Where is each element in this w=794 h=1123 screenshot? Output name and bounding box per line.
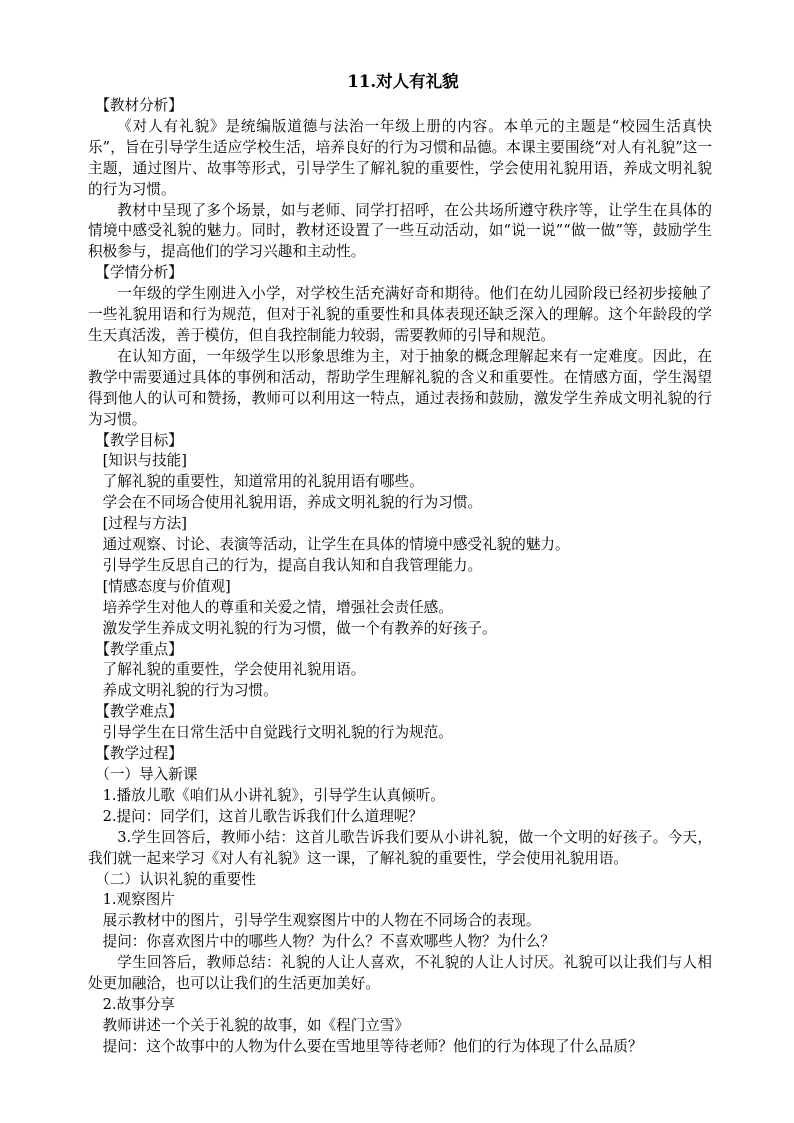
key-points-heading: 【教学重点】: [95, 640, 183, 658]
analysis-paragraph-2: 教材中呈现了多个场景，如与老师、同学打招呼，在公共场所遵守秩序等，让学生在具体的情境中感受礼貌的魅力。同时，教材还设置了一些互动活动，如“说一说”“做一做”等，鼓励学生积极参与，提高他们的学习兴趣和主动性。: [88, 201, 712, 261]
analysis-heading: 【教材分析】: [95, 97, 183, 114]
learner-paragraph-2: 在认知方面，一年级学生以形象思维为主，对于抽象的概念理解起来有一定难度。因此，在教学中需要通过具体的事例和活动，帮助学生理解礼貌的含义和重要性。在情感方面，学生渴望得到他人的认可和赞扬，教师可以利用这一特点，通过表扬和鼓励，激发学生养成文明礼貌的行为习惯。: [88, 347, 712, 428]
step1-heading: （一）导入新课: [95, 766, 198, 783]
key-point-1: 了解礼貌的重要性，学会使用礼貌用语。: [102, 661, 366, 679]
step2-1-label: 1.观察图片: [102, 891, 175, 909]
step2-1-b: 提问：你喜欢图片中的哪些人物？为什么？不喜欢哪些人物？为什么？: [102, 933, 556, 951]
step1-item-1: 1.播放儿歌《咱们从小讲礼貌》，引导学生认真倾听。: [102, 786, 445, 804]
goals-knowledge-1: 了解礼貌的重要性，知道常用的礼貌用语有哪些。: [102, 473, 424, 491]
step2-2-b: 提问：这个故事中的人物为什么要在雪地里等待老师？他们的行为体现了什么品质？: [102, 1037, 643, 1055]
page-title: 11.对人有礼貌: [347, 72, 459, 91]
difficulty-1: 引导学生在日常生活中自觉践行文明礼貌的行为规范。: [102, 724, 453, 742]
difficulty-heading: 【教学难点】: [95, 703, 183, 721]
key-point-2: 养成文明礼貌的行为习惯。: [102, 682, 278, 700]
learner-paragraph-1: 一年级的学生刚进入小学，对学校生活充满好奇和期待。他们在幼儿园阶段已经初步接触了一些礼貌用语和行为规范，但对于礼貌的重要性和具体表现还缺乏深入的理解。这个年龄段的学生天真活泼，善于模仿，但自我控制能力较弱，需要教师的引导和规范。: [88, 285, 712, 344]
goals-process-2: 引导学生反思自己的行为，提高自我认知和自我管理能力。: [102, 556, 483, 574]
step2-1-a: 展示教材中的图片，引导学生观察图片中的人物在不同场合的表现。: [102, 912, 541, 930]
goals-emotion-label: [情感态度与价值观]: [102, 577, 231, 595]
goals-emotion-2: 激发学生养成文明礼貌的行为习惯，做一个有教养的好孩子。: [102, 619, 497, 637]
process-heading: 【教学过程】: [95, 745, 183, 763]
step2-1-c: 学生回答后，教师总结：礼貌的人让人喜欢，不礼貌的人让人讨厌。礼貌可以让我们与人相处更加融洽，也可以让我们的生活更加美好。: [88, 954, 712, 993]
document-page: [88, 68, 712, 1058]
step1-item-2: 2.提问：同学们，这首儿歌告诉我们什么道理呢？: [102, 807, 423, 825]
goals-knowledge-2: 学会在不同场合使用礼貌用语，养成文明礼貌的行为习惯。: [102, 494, 483, 512]
step2-heading: （二）认识礼貌的重要性: [95, 870, 256, 888]
goals-knowledge-label: [知识与技能]: [102, 452, 187, 470]
goals-heading: 【教学目标】: [95, 431, 183, 449]
step2-2-label: 2.故事分享: [102, 995, 175, 1013]
analysis-paragraph-1: 《对人有礼貌》是统编版道德与法治一年级上册的内容。本单元的主题是“校园生活真快乐”，旨在引导学生适应学校生活，培养良好的行为习惯和品德。本课主要围绕“对人有礼貌”这一主题，通过图片、故事等形式，引导学生了解礼貌的重要性，学会使用礼貌用语，养成文明礼貌的行为习惯。: [88, 117, 712, 198]
goals-process-1: 通过观察、讨论、表演等活动，让学生在具体的情境中感受礼貌的魅力。: [102, 536, 570, 554]
step1-item-3: 3.学生回答后，教师小结：这首儿歌告诉我们要从小讲礼貌，做一个文明的好孩子。今天，我们就一起来学习《对人有礼貌》这一课，了解礼貌的重要性，学会使用礼貌用语。: [88, 828, 712, 867]
goals-process-label: [过程与方法]: [102, 515, 187, 533]
step2-2-a: 教师讲述一个关于礼貌的故事，如《程门立雪》: [102, 1016, 410, 1034]
goals-emotion-1: 培养学生对他人的尊重和关爱之情，增强社会责任感。: [102, 598, 453, 616]
learner-heading: 【学情分析】: [95, 264, 183, 282]
